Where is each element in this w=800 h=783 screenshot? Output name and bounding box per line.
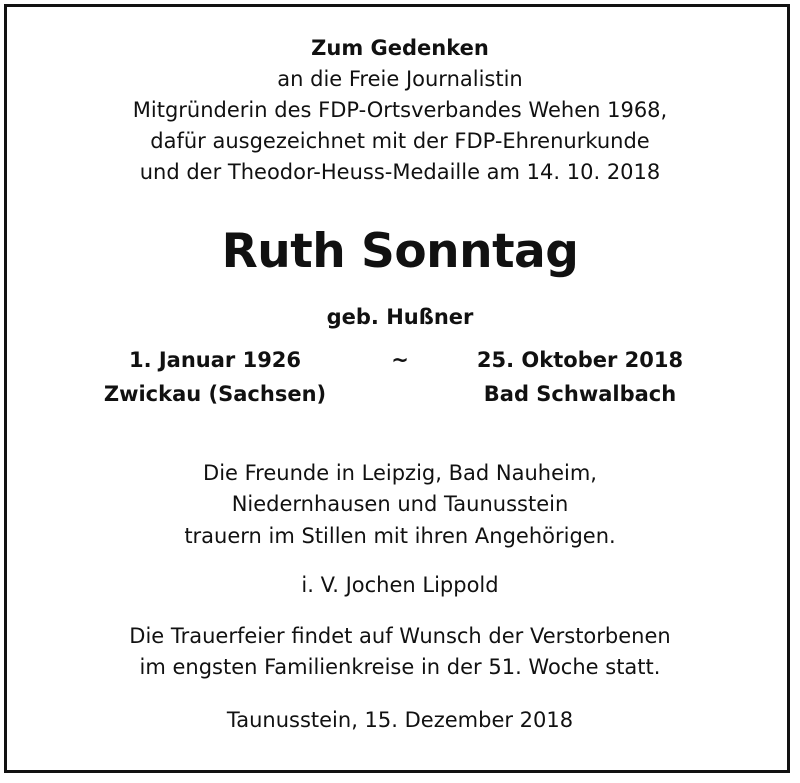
intro-line: Mitgründerin des FDP-Ortsverbandes Wehen 1968, [132,98,668,122]
death-date: 25. Oktober 2018 [476,348,684,372]
date-separator: ~ [391,348,409,372]
death-place: Bad Schwalbach [483,382,677,406]
mourners-line: Niedernhausen und Taunusstein [231,492,569,516]
funeral-note-line: Die Trauerfeier findet auf Wunsch der Verstorbenen [129,624,671,648]
birth-name: geb. Hußner [326,305,474,329]
intro-line: an die Freie Journalistin [277,67,523,91]
mourners-line: Die Freunde in Leipzig, Bad Nauheim, [203,461,597,485]
signature: i. V. Jochen Lippold [301,573,499,597]
birth-place: Zwickau (Sachsen) [103,382,327,406]
intro-line: und der Theodor-Heuss-Medaille am 14. 10. 2018 [139,160,661,184]
birth-date: 1. Januar 1926 [128,348,302,372]
place-and-date: Taunusstein, 15. Dezember 2018 [226,708,574,732]
memorial-heading: Zum Gedenken [311,36,489,60]
mourners-line: trauern im Stillen mit ihren Angehörigen. [184,524,616,548]
intro-line: dafür ausgezeichnet mit der FDP-Ehrenurkunde [150,129,650,153]
deceased-name: Ruth Sonntag [221,224,579,279]
funeral-note-line: im engsten Familienkreise in der 51. Woche statt. [139,655,661,679]
